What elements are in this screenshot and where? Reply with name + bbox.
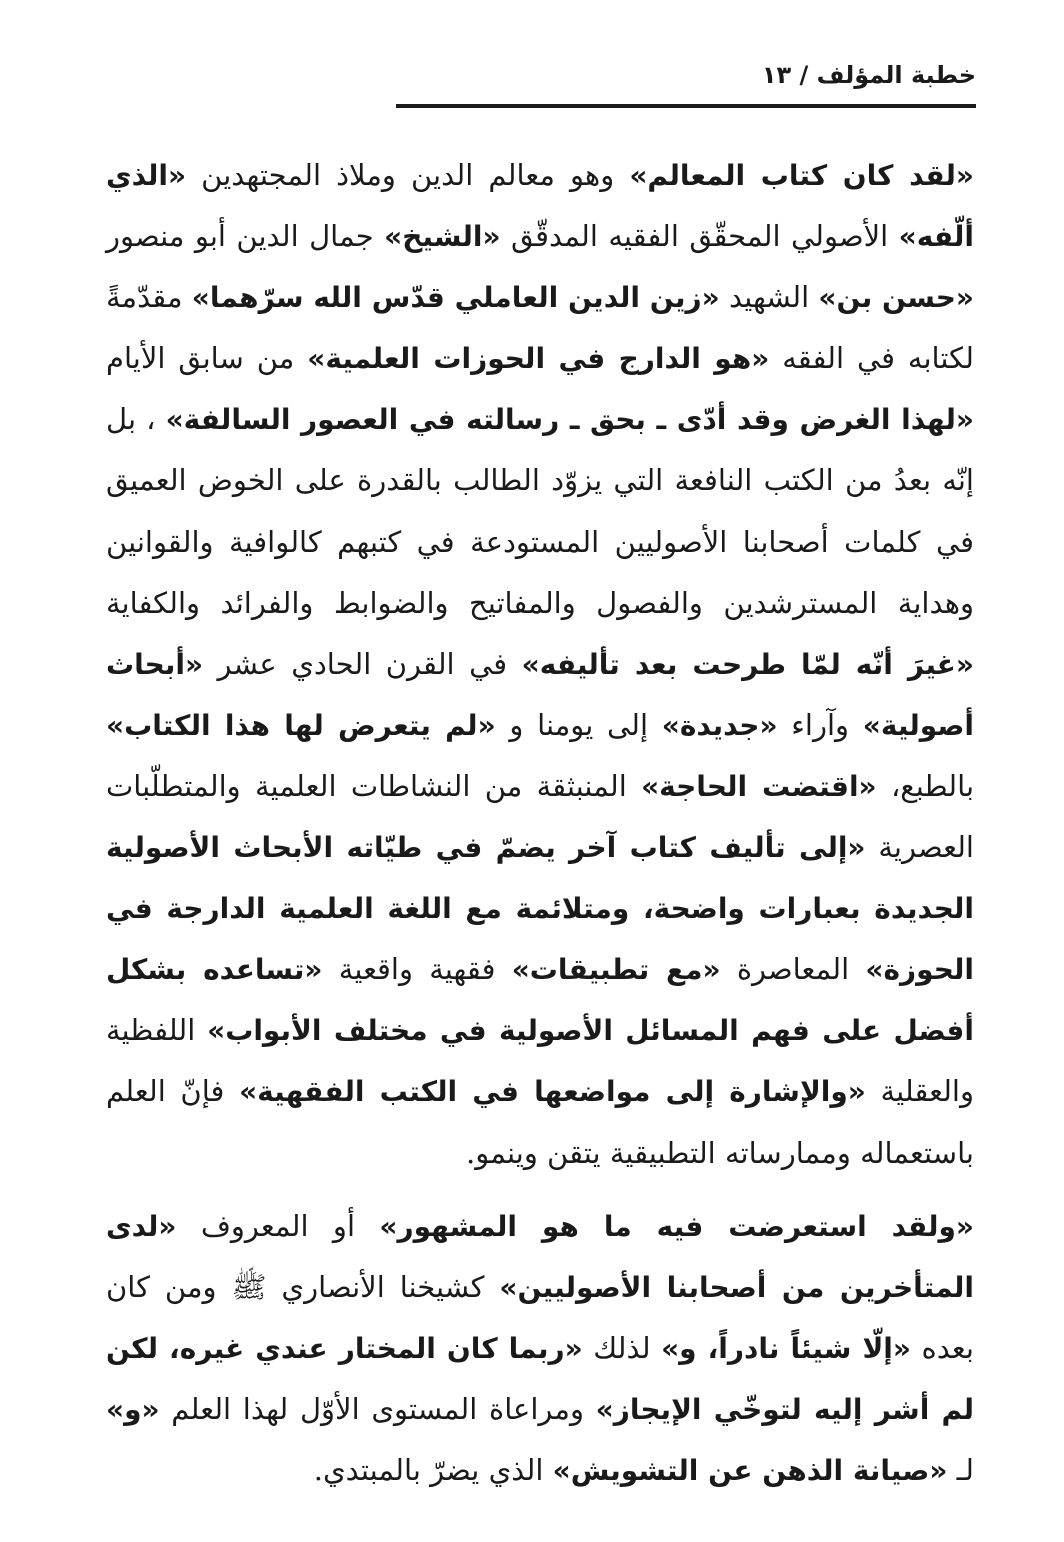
commentary-text: من سابق الأيام	[106, 341, 308, 376]
quoted-phrase: «إلّا شيئاً نادراً، و»	[661, 1331, 911, 1365]
commentary-text: الأصولي المحقّق الفقيه المدقّق	[500, 219, 899, 254]
quoted-phrase: «جديدة»	[661, 708, 778, 742]
commentary-text: المنبثقة من النشاطات العلمية والمتطلّبات العصرية	[106, 768, 974, 865]
commentary-text: لـ	[947, 1452, 974, 1487]
quoted-phrase: «مع تطبيقات»	[511, 953, 721, 987]
commentary-text: جمال الدين أبو منصور	[106, 219, 385, 254]
quoted-phrase: «حسن بن»	[818, 281, 974, 315]
commentary-text: الشهيد	[719, 280, 819, 315]
commentary-text: فإنّ العلم باستعماله وممارساته التطبيقية يتقن وينمو.	[106, 1074, 974, 1170]
quoted-phrase: «والإشارة إلى مواضعها في الكتب الفقهية»	[239, 1075, 866, 1109]
commentary-text: في القرن الحادي عشر	[203, 646, 522, 681]
commentary-text: ومراعاة المستوى الأوّل لهذا العلم	[159, 1391, 596, 1426]
quoted-phrase: «زين الدين العاملي قدّس الله سرّهما»	[191, 281, 720, 315]
commentary-text: وهو معالم الدين وملاذ المجتهدين	[186, 158, 630, 192]
quoted-phrase: «أبحاث أصولية»	[106, 647, 974, 742]
quoted-phrase: «لقد كان كتاب المعالم»	[629, 159, 974, 192]
commentary-text: فقهية واقعية	[322, 952, 512, 987]
quoted-phrase: «و»	[106, 1392, 160, 1426]
commentary-text: الذي يضرّ بالمبتدي.	[313, 1452, 553, 1487]
commentary-text: ، بل إنّه بعدُ من الكتب النافعة التي يزوّد الطالب بالقدرة على الخوض العميق في كلمات أصحابنا الأصوليين المستودعة في كتبهم كالوافية والقوانين وهداية المسترشدين والفصول والمفاتيح والضوابط والفرائد والكفاية	[106, 402, 974, 620]
quoted-phrase: «تساعده بشكل أفضل على فهم المسائل الأصولية في مختلف الأبواب»	[106, 953, 974, 1048]
commentary-text: بالطبع،	[876, 768, 975, 803]
commentary-text: المعاصرة	[720, 952, 866, 987]
running-title: خطبة المؤلف / ١٣	[761, 61, 976, 89]
quoted-phrase: «إلى تأليف كتاب آخر يضمّ في طيّاته الأبحاث الأصولية الجديدة بعبارات واضحة، ومتلائمة مع اللغة العلمية الدارجة في الحوزة»	[106, 831, 975, 987]
quoted-phrase: «ولقد استعرضت فيه ما هو المشهور»	[379, 1209, 974, 1243]
quoted-phrase: «لم يتعرض لها هذا الكتاب»	[106, 708, 496, 742]
running-header	[396, 58, 976, 108]
paragraph-2	[106, 1196, 974, 1501]
paragraph-1	[106, 145, 974, 1184]
commentary-text: إلى يومنا و	[495, 707, 662, 742]
quoted-phrase: «الذي ألّفه»	[106, 159, 974, 254]
quoted-phrase: «اقتضت الحاجة»	[641, 769, 877, 803]
commentary-text: اللفظية والعقلية	[106, 1013, 974, 1109]
commentary-text: كشيخنا الأنصاري ﷺ ومن كان بعده	[106, 1269, 974, 1365]
commentary-text: مقدّمةً لكتابه في الفقه	[106, 280, 974, 376]
quoted-phrase: «غيرَ أنّه لمّا طرحت بعد تأليفه»	[521, 647, 974, 681]
quoted-phrase: «هو الدارج في الحوزات العلمية»	[307, 342, 770, 376]
quoted-phrase: «صيانة الذهن عن التشويش»	[552, 1453, 948, 1487]
commentary-text: لذلك	[582, 1330, 662, 1365]
commentary-text: وآراء	[777, 707, 863, 742]
quoted-phrase: «الشيخ»	[384, 220, 501, 254]
body-text	[106, 145, 974, 1501]
commentary-text: أو المعروف	[176, 1208, 380, 1243]
quoted-phrase: «ربما كان المختار عندي غيره، لكن لم أشر إليه لتوخّي الإيجاز»	[106, 1331, 975, 1426]
quoted-phrase: «لدى المتأخرين من أصحابنا الأصوليين»	[106, 1209, 974, 1304]
quoted-phrase: «لهذا الغرض وقد أدّى ـ بحق ـ رسالته في العصور السالفة»	[165, 403, 974, 437]
